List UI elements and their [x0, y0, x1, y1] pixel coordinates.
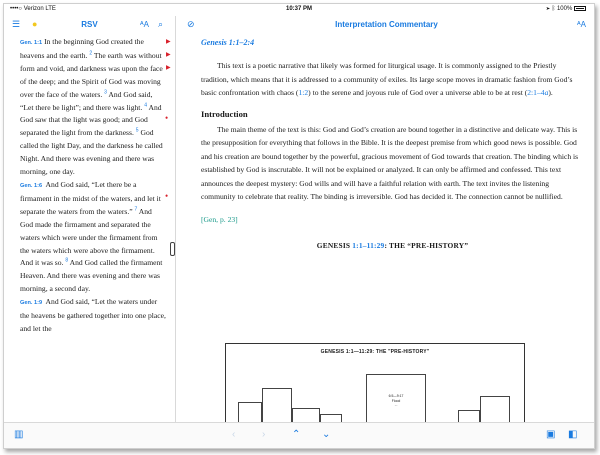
chevron-right-icon[interactable]: › — [262, 429, 266, 440]
figure-label: 6:5—9:17 Flood ... — [388, 394, 404, 407]
carrier: ••••○ Verizon LTE — [10, 6, 56, 12]
commentary-toolbar — [177, 16, 595, 34]
lightbulb-icon[interactable]: ● — [32, 19, 38, 29]
scripture-link[interactable]: 2:1–4a — [527, 88, 549, 98]
verse-ref[interactable]: Gen. 1:9 — [20, 300, 43, 307]
split-view-icon[interactable]: ◧ — [568, 429, 578, 440]
bible-paragraph: Gen. 1:6 And God said, “Let there be a firmament in the midst of the waters, and let it separate the waters from the waters.” $^7$ And God made the firmament and separated the waters which were under the firmament from the waters which were above the firmament. And it was so. $^8$ And God called the firmament Heaven. And there was evening and there was morning, a second day. — [20, 179, 163, 294]
library-icon[interactable]: ▥ — [14, 429, 24, 440]
commentary-marker-icon[interactable]: ▶ — [166, 65, 171, 71]
commentary-title[interactable]: Interpretation Commentary — [335, 20, 438, 29]
chevron-down-icon[interactable]: ⌄ — [322, 429, 331, 440]
note-dot-icon[interactable]: • — [165, 191, 169, 201]
chevron-up-icon[interactable]: ⌃ — [292, 429, 301, 440]
bluetooth-icon: ᛒ — [551, 6, 556, 13]
clock: 10:37 PM — [285, 6, 312, 12]
search-icon[interactable]: ⌕ — [158, 19, 164, 29]
list-icon[interactable]: ☰ — [12, 19, 21, 29]
verse-ref[interactable]: Gen. 1:1 — [20, 40, 43, 46]
link-icon[interactable]: ⊘ — [187, 19, 195, 29]
location-icon: ➤ — [546, 6, 551, 13]
bible-pane — [4, 16, 176, 422]
commentary-marker-icon[interactable]: ▶ — [166, 39, 171, 45]
note-dot-icon[interactable]: • — [165, 113, 169, 123]
commentary-paragraph: The main theme of the text is this: God and God’s creation are bound together in a distinctive and delicate way. This is the presupposition for everything that follows in the Bible. It is the deepest premise from which good news is possible. God and his creation are bound together by the powerful, gracious movement of God towards that creation. The binding which is established by God is inscrutable. It will not be explained or analyzed. It can only be affirmed and confessed. This text announces the deepest mystery: God wills and will have a faithful relation with earth. The text invites the listening community to celebrate that reality. The binding is irreversible. God has decided it. The connection cannot be nullified. — [201, 125, 579, 202]
genesis-section-title: GENESIS 1:1–11:29: THE “PRE-HISTORY” — [316, 240, 469, 250]
pane-resize-handle[interactable] — [170, 242, 175, 256]
commentary-marker-icon[interactable]: ▶ — [166, 52, 171, 58]
bible-toolbar — [4, 16, 175, 34]
battery-status: ➤ ᛒ 100% — [546, 6, 586, 12]
bible-paragraph: Gen. 1:9 And God said, “Let the waters under the heavens be gathered together into one place, and let the — [20, 297, 166, 333]
figure-title: GENESIS 1:1—11:29: THE "PRE-HISTORY" — [320, 349, 430, 355]
image-icon[interactable]: ▣ — [546, 429, 556, 440]
bible-version-title[interactable]: RSV — [81, 20, 98, 29]
chevron-left-icon[interactable]: ‹ — [232, 429, 236, 440]
bible-paragraph: Gen. 1:1 In the beginning God created the heavens and the earth. $^2$ The earth was without form and void, and darkness was upon the face of the deep; and the Spirit of God was moving over the face of the waters. $^3$ And God said, “Let there be light”; and there was light. $^4$ And God saw that the light was good; and God separated the light from the darkness. $^5$ God called the light Day, and the darkness he called Night. And there was evening and there was morning, one day. — [20, 37, 163, 177]
scripture-link[interactable]: 1:2 — [298, 88, 309, 98]
bible-text — [20, 36, 169, 336]
commentary-pane — [177, 16, 595, 422]
app-window — [3, 3, 595, 449]
page-reference[interactable]: [Gen, p. 23] — [201, 215, 238, 225]
commentary-heading[interactable]: Genesis 1:1–2:4 — [201, 38, 255, 47]
bottom-toolbar — [4, 422, 594, 449]
font-size-icon[interactable]: ᴬA — [140, 20, 149, 29]
font-size-icon[interactable]: ᴬA — [577, 20, 586, 29]
status-bar — [4, 4, 594, 16]
battery-icon — [574, 6, 586, 11]
verse-ref[interactable]: Gen. 1:6 — [20, 182, 43, 189]
verse-markers — [164, 36, 172, 336]
commentary-text — [201, 36, 584, 252]
scripture-link[interactable]: 1:1–11:29 — [352, 240, 385, 250]
section-heading: Introduction — [201, 108, 248, 119]
commentary-paragraph: This text is a poetic narrative that likely was formed for liturgical usage. It is commonly assigned to the Priestly tradition, which means that it is addressed to a community of exiles. Its large scope moves in dramatic fashion from God’s basic confrontation with chaos (1:2) to the serene and joyous rule of God over a universe able to be at rest (2:1–4a). — [201, 61, 573, 98]
